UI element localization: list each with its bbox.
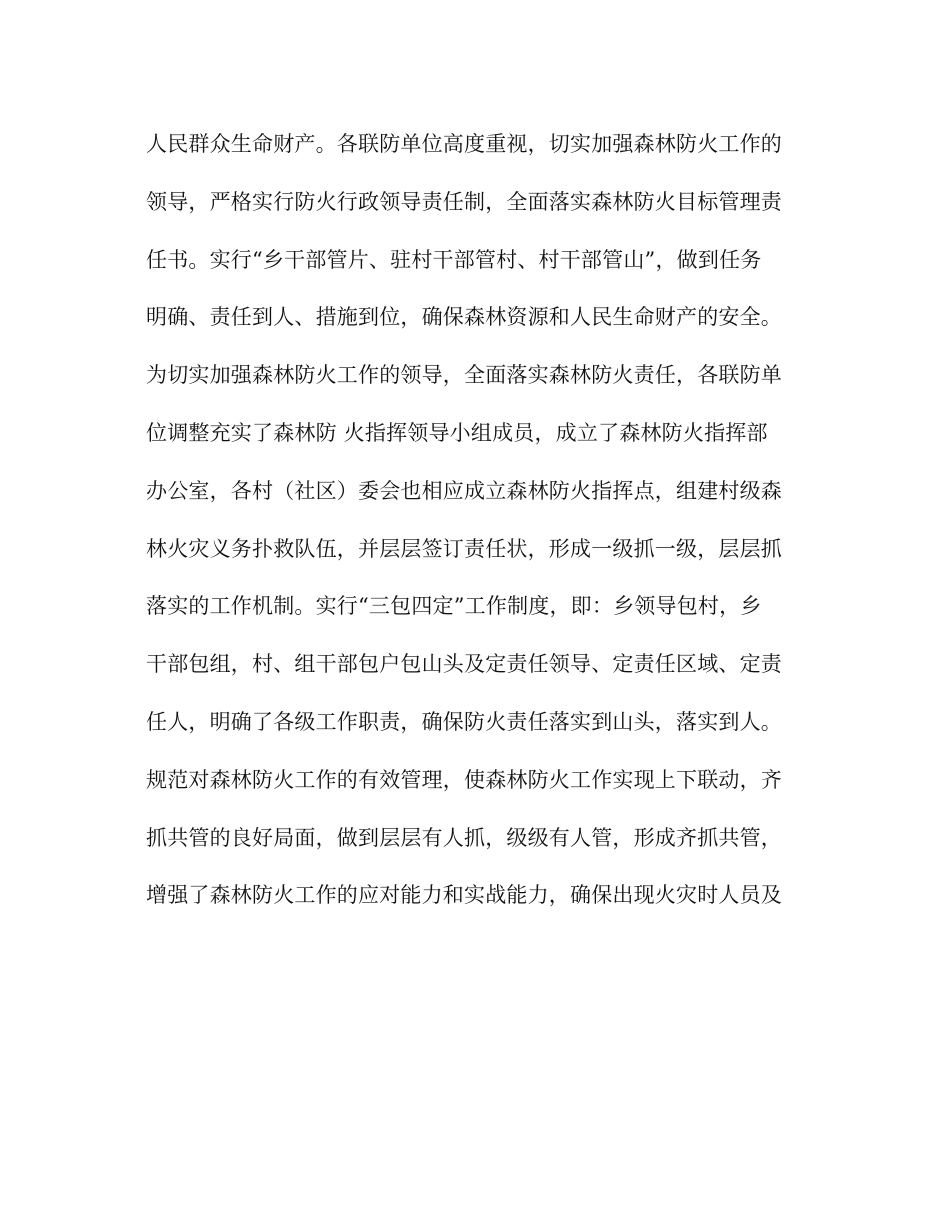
text-line-1: 人民群众生命财产。各联防单位高度重视，切实加强森林防火工作的 (146, 132, 782, 156)
text-line-3: 任书。实行“乡干部管片、驻村干部管村、村干部管山”，做到任务 (146, 247, 762, 272)
text-line-5: 为切实加强森林防火工作的领导，全面落实森林防火责任，各联防单 (146, 363, 782, 388)
text-line-12: 规范对森林防火工作的有效管理，使森林防火工作实现上下联动，齐 (146, 767, 782, 792)
text-line-14: 增强了森林防火工作的应对能力和实战能力，确保出现火灾时人员及 (146, 883, 782, 908)
text-line-11: 任人，明确了各级工作职责，确保防火责任落实到山头，落实到人。 (146, 709, 782, 734)
text-line-2: 领导，严格实行防火行政领导责任制，全面落实森林防火目标管理责 (146, 189, 782, 214)
text-line-6: 位调整充实了森林防 火指挥领导小组成员，成立了森林防火指挥部 (146, 420, 768, 445)
text-line-13: 抓共管的良好局面，做到层层有人抓，级级有人管，形成齐抓共管， (146, 825, 782, 850)
text-line-8: 林火灾义务扑救队伍，并层层签订责任状，形成一级抓一级，层层抓 (146, 536, 782, 561)
text-line-7: 办公室，各村（社区）委会也相应成立森林防火指挥点，组建村级森 (146, 478, 782, 503)
body-text (146, 124, 816, 933)
text-line-9: 落实的工作机制。实行“三包四定”工作制度，即：乡领导包村，乡 (146, 594, 762, 619)
text-line-4: 明确、责任到人、措施到位，确保森林资源和人民生命财产的安全。 (146, 305, 782, 330)
text-line-10: 干部包组，村、组干部包户包山头及定责任领导、定责任区域、定责 (146, 652, 782, 677)
